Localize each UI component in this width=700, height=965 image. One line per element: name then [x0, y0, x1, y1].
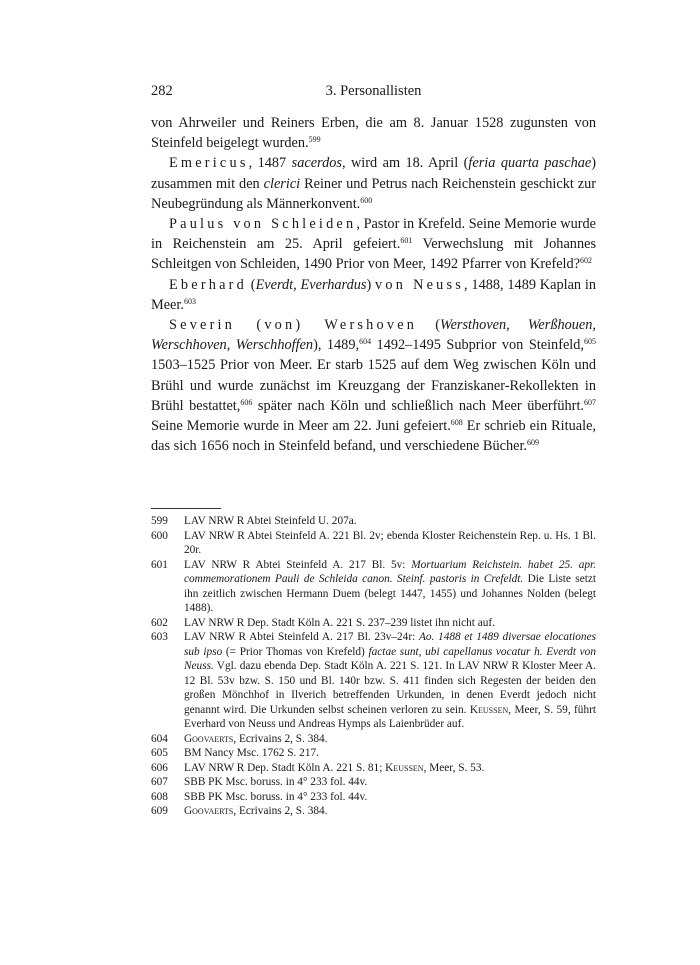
footnote-600: 600 LAV NRW R Abtei Steinfeld A. 221 Bl. 2v; ebenda Kloster Reichenstein Rep. u. Hs. 1 Bl. 20r. — [151, 529, 596, 557]
footnotes — [151, 514, 596, 819]
footnote-599: 599 LAV NRW R Abtei Steinfeld U. 207a. — [151, 515, 357, 528]
paragraph-continuation: von Ahrweiler und Reiners Erben, die am 8. Januar 1528 zugunsten von Steinfeld beigelegt wurden.$^{599}$ — [151, 115, 596, 152]
footnote-number: 601 — [151, 558, 168, 571]
page-number: 282 — [151, 83, 173, 99]
book-page — [151, 83, 596, 819]
footnote-separator — [151, 508, 221, 509]
footnote-number: 606 — [151, 761, 168, 774]
running-head: 3. Personallisten — [325, 83, 422, 99]
footnote-number: 603 — [151, 631, 168, 644]
entry-emericus: Emericus, 1487 sacerdos, wird am 18. April (feria quarta paschae) zusammen mit den clerici Reiner und Petrus nach Reichenstein geschickt zur Neubegründung als Männerkonvent.$^{600}$ — [151, 155, 597, 212]
footnote-number: 599 — [151, 515, 168, 528]
footnote-603: 603 LAV NRW R Abtei Steinfeld A. 217 Bl. 23v–24r: Ao. 1488 et 1489 diversae elocationes sub ipso (= Prior Thomas von Krefeld) factae sunt, ubi capellanus vocatur h. Everdt von Neuss. Vgl. dazu ebenda Dep. Stadt Köln A. 221 S. 121. In LAV NRW R Kloster Meer A. 12 Bl. 53v bzw. S. 150 und Bl. 140r bzw. S. 411 finden sich Regesten der beiden den großen Mönchhof in Ilverich betreffenden Urkunden, in denen Everdt jedoch nicht genannt wird. Die Urkunden selbst scheinen verloren zu sein. Keussen, Meer, S. 59, führt Everhard von Neuss und Andreas Hymps als Laienbrüder auf. — [151, 631, 596, 731]
entry-severin: Severin (von) Wershoven (Wersthoven, Werßhouen, Werschhoven, Werschhoffen), 1489,$^{604}$ 1492–1495 Subprior von Steinfeld,$^{605}$ 1503–1525 Prior von Meer. Er starb 1525 auf dem Weg zwischen Köln und Brühl und wurde zunächst im Kreuzgang der Franziskaner-Rekollekten in Brühl bestattet,$^{606}$ später nach Köln und schließlich nach Meer überführt.$^{607}$ Seine Memorie wurde in Meer am 22. Juni gefeiert.$^{608}$ Er schrieb ein Rituale, das sich 1656 noch in Steinfeld befand, und verschiedene Bücher.$^{609}$ — [151, 317, 597, 455]
footnote-ref: 605 — [584, 337, 597, 347]
footnote-ref: 603 — [183, 296, 196, 306]
footnote-number: 607 — [151, 776, 168, 789]
footnote-605: 605 BM Nancy Msc. 1762 S. 217. — [151, 747, 319, 760]
footnote-602: 602 LAV NRW R Dep. Stadt Köln A. 221 S. 237–239 listet ihn nicht auf. — [151, 616, 495, 629]
entry-name: Severin (von) Wershoven — [169, 317, 418, 334]
footnote-601: 601 LAV NRW R Abtei Steinfeld A. 217 Bl. 5v: Mortuarium Reichstein. habet 25. apr. commemorationem Pauli de Schleida canon. Steinf. pastoris in Crefeldt. Die Liste setzt ihn zeitlich zwischen Hermann Duem (belegt 1447, 1455) und Johannes Nolden (belegt 1488). — [151, 558, 596, 615]
footnote-ref: 602 — [580, 256, 593, 266]
footnote-number: 600 — [151, 529, 168, 542]
footnote-number: 602 — [151, 616, 168, 629]
footnote-ref: 599 — [308, 135, 321, 145]
footnote-ref: 600 — [360, 195, 373, 205]
footnote-number: 608 — [151, 790, 168, 803]
page-header — [151, 83, 596, 103]
footnote-ref: 604 — [359, 337, 372, 347]
entry-eberhard: Eberhard (Everdt, Everhardus) von Neuss, 1488, 1489 Kaplan in Meer.$^{603}$ — [151, 276, 596, 313]
footnote-ref: 608 — [450, 418, 463, 428]
footnote-608: 608 SBB PK Msc. boruss. in 4° 233 fol. 44v. — [151, 790, 368, 803]
footnote-ref: 606 — [240, 397, 253, 407]
entry-name: Paulus von Schleiden — [169, 216, 357, 233]
entry-name: von Neuss — [375, 276, 465, 293]
footnote-606: 606 LAV NRW R Dep. Stadt Köln A. 221 S. 81; Keussen, Meer, S. 53. — [151, 761, 485, 774]
footnote-ref: 601 — [400, 236, 413, 246]
entry-paulus: Paulus von Schleiden, Pastor in Krefeld. Seine Memorie wurde in Reichenstein am 25. April gefeiert.$^{601}$ Verwechslung mit Johannes Schleitgen von Schleiden, 1490 Prior von Meer, 1492 Pfarrer von Krefeld?$^{602}$ — [151, 216, 597, 273]
main-text — [151, 113, 596, 456]
footnote-ref: 609 — [526, 438, 539, 448]
footnote-604: 604 Goovaerts, Ecrivains 2, S. 384. — [151, 732, 328, 745]
footnote-607: 607 SBB PK Msc. boruss. in 4° 233 fol. 44v. — [151, 776, 368, 789]
entry-name: Emericus — [169, 155, 249, 172]
entry-name: Eberhard — [169, 276, 247, 293]
footnote-609: 609 Goovaerts, Ecrivains 2, S. 384. — [151, 805, 328, 818]
footnote-number: 605 — [151, 747, 168, 760]
footnote-number: 609 — [151, 805, 168, 818]
footnote-number: 604 — [151, 732, 168, 745]
footnote-ref: 607 — [584, 397, 596, 407]
